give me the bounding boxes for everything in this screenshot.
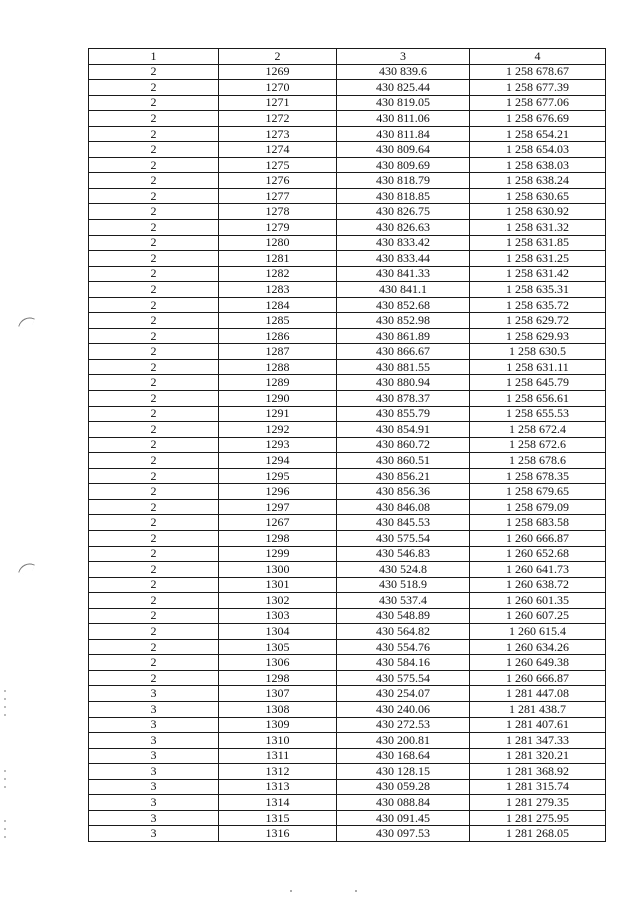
coordinates-table — [88, 48, 606, 842]
point-number-cell: 1288 — [219, 359, 337, 375]
y-coordinate-cell: 1 258 635.31 — [470, 282, 606, 298]
y-coordinate-cell: 1 258 635.72 — [470, 297, 606, 313]
point-number-cell: 1275 — [219, 157, 337, 173]
table-row — [89, 826, 606, 842]
zone-cell: 2 — [89, 546, 219, 562]
y-coordinate-cell: 1 260 607.25 — [470, 608, 606, 624]
scan-dot-artifact — [355, 890, 357, 892]
x-coordinate-cell: 430 088.84 — [337, 795, 470, 811]
point-number-cell: 1272 — [219, 111, 337, 127]
zone-cell: 2 — [89, 95, 219, 111]
x-coordinate-cell: 430 845.53 — [337, 515, 470, 531]
y-coordinate-cell: 1 281 320.21 — [470, 748, 606, 764]
zone-cell: 2 — [89, 391, 219, 407]
zone-cell: 2 — [89, 515, 219, 531]
zone-cell: 2 — [89, 639, 219, 655]
x-coordinate-cell: 430 575.54 — [337, 670, 470, 686]
table-row — [89, 64, 606, 80]
table-row — [89, 515, 606, 531]
y-coordinate-cell: 1 258 629.72 — [470, 313, 606, 329]
scan-dot-artifact — [290, 890, 292, 892]
x-coordinate-cell: 430 826.75 — [337, 204, 470, 220]
y-coordinate-cell: 1 258 683.58 — [470, 515, 606, 531]
y-coordinate-cell: 1 281 438.7 — [470, 701, 606, 717]
y-coordinate-cell: 1 281 268.05 — [470, 826, 606, 842]
x-coordinate-cell: 430 880.94 — [337, 375, 470, 391]
x-coordinate-cell: 430 254.07 — [337, 686, 470, 702]
x-coordinate-cell: 430 564.82 — [337, 624, 470, 640]
y-coordinate-cell: 1 258 656.61 — [470, 391, 606, 407]
zone-cell: 2 — [89, 577, 219, 593]
table-row — [89, 344, 606, 360]
point-number-cell: 1315 — [219, 810, 337, 826]
point-number-cell: 1305 — [219, 639, 337, 655]
table-row — [89, 686, 606, 702]
zone-cell: 3 — [89, 795, 219, 811]
x-coordinate-cell: 430 860.72 — [337, 437, 470, 453]
point-number-cell: 1289 — [219, 375, 337, 391]
point-number-cell: 1276 — [219, 173, 337, 189]
x-coordinate-cell: 430 128.15 — [337, 764, 470, 780]
x-coordinate-cell: 430 524.8 — [337, 562, 470, 578]
point-number-cell: 1298 — [219, 530, 337, 546]
zone-cell: 2 — [89, 266, 219, 282]
x-coordinate-cell: 430 854.91 — [337, 422, 470, 438]
zone-cell: 2 — [89, 173, 219, 189]
table-row — [89, 701, 606, 717]
zone-cell: 2 — [89, 204, 219, 220]
y-coordinate-cell: 1 281 315.74 — [470, 779, 606, 795]
table-row — [89, 313, 606, 329]
point-number-cell: 1312 — [219, 764, 337, 780]
y-coordinate-cell: 1 258 638.24 — [470, 173, 606, 189]
zone-cell: 2 — [89, 142, 219, 158]
x-coordinate-cell: 430 881.55 — [337, 359, 470, 375]
point-number-cell: 1284 — [219, 297, 337, 313]
table-row — [89, 577, 606, 593]
x-coordinate-cell: 430 819.05 — [337, 95, 470, 111]
point-number-cell: 1270 — [219, 80, 337, 96]
x-coordinate-cell: 430 833.44 — [337, 251, 470, 267]
x-coordinate-cell: 430 809.64 — [337, 142, 470, 158]
zone-cell: 2 — [89, 297, 219, 313]
x-coordinate-cell: 430 855.79 — [337, 406, 470, 422]
zone-cell: 2 — [89, 437, 219, 453]
point-number-cell: 1277 — [219, 188, 337, 204]
x-coordinate-cell: 430 059.28 — [337, 779, 470, 795]
table-row — [89, 204, 606, 220]
zone-cell: 2 — [89, 468, 219, 484]
x-coordinate-cell: 430 548.89 — [337, 608, 470, 624]
table-row — [89, 608, 606, 624]
table-row — [89, 188, 606, 204]
point-number-cell: 1269 — [219, 64, 337, 80]
x-coordinate-cell: 430 584.16 — [337, 655, 470, 671]
binder-hole-mark — [18, 314, 35, 331]
zone-cell: 3 — [89, 826, 219, 842]
table-row — [89, 733, 606, 749]
zone-cell: 2 — [89, 313, 219, 329]
table-row — [89, 235, 606, 251]
x-coordinate-cell: 430 833.42 — [337, 235, 470, 251]
table-row — [89, 266, 606, 282]
point-number-cell: 1287 — [219, 344, 337, 360]
table-header-row — [89, 49, 606, 65]
x-coordinate-cell: 430 818.79 — [337, 173, 470, 189]
table-row — [89, 764, 606, 780]
table-row — [89, 422, 606, 438]
point-number-cell: 1309 — [219, 717, 337, 733]
table-row — [89, 779, 606, 795]
x-coordinate-cell: 430 860.51 — [337, 453, 470, 469]
y-coordinate-cell: 1 281 407.61 — [470, 717, 606, 733]
point-number-cell: 1296 — [219, 484, 337, 500]
scan-edge-artifact — [4, 690, 6, 720]
zone-cell: 2 — [89, 235, 219, 251]
x-coordinate-cell: 430 852.98 — [337, 313, 470, 329]
zone-cell: 3 — [89, 701, 219, 717]
y-coordinate-cell: 1 258 672.6 — [470, 437, 606, 453]
zone-cell: 2 — [89, 422, 219, 438]
point-number-cell: 1299 — [219, 546, 337, 562]
table-row — [89, 142, 606, 158]
point-number-cell: 1310 — [219, 733, 337, 749]
point-number-cell: 1283 — [219, 282, 337, 298]
table-row — [89, 126, 606, 142]
x-coordinate-cell: 430 809.69 — [337, 157, 470, 173]
x-coordinate-cell: 430 200.81 — [337, 733, 470, 749]
table-row — [89, 530, 606, 546]
y-coordinate-cell: 1 281 368.92 — [470, 764, 606, 780]
point-number-cell: 1308 — [219, 701, 337, 717]
zone-cell: 2 — [89, 80, 219, 96]
table-row — [89, 546, 606, 562]
y-coordinate-cell: 1 258 631.25 — [470, 251, 606, 267]
table-row — [89, 655, 606, 671]
x-coordinate-cell: 430 240.06 — [337, 701, 470, 717]
y-coordinate-cell: 1 258 630.65 — [470, 188, 606, 204]
table-row — [89, 111, 606, 127]
point-number-cell: 1316 — [219, 826, 337, 842]
table-row — [89, 375, 606, 391]
zone-cell: 2 — [89, 359, 219, 375]
table-row — [89, 670, 606, 686]
zone-cell: 3 — [89, 717, 219, 733]
zone-cell: 2 — [89, 157, 219, 173]
column-header: 4 — [470, 49, 606, 65]
x-coordinate-cell: 430 861.89 — [337, 328, 470, 344]
zone-cell: 2 — [89, 530, 219, 546]
zone-cell: 3 — [89, 733, 219, 749]
point-number-cell: 1292 — [219, 422, 337, 438]
table-row — [89, 406, 606, 422]
zone-cell: 2 — [89, 188, 219, 204]
zone-cell: 2 — [89, 111, 219, 127]
table-row — [89, 328, 606, 344]
y-coordinate-cell: 1 258 672.4 — [470, 422, 606, 438]
binder-hole-mark — [18, 560, 35, 577]
zone-cell: 2 — [89, 64, 219, 80]
zone-cell: 2 — [89, 375, 219, 391]
table-row — [89, 468, 606, 484]
y-coordinate-cell: 1 281 275.95 — [470, 810, 606, 826]
column-header: 2 — [219, 49, 337, 65]
x-coordinate-cell: 430 097.53 — [337, 826, 470, 842]
table-row — [89, 220, 606, 236]
y-coordinate-cell: 1 258 654.21 — [470, 126, 606, 142]
zone-cell: 2 — [89, 251, 219, 267]
y-coordinate-cell: 1 258 629.93 — [470, 328, 606, 344]
zone-cell: 2 — [89, 220, 219, 236]
y-coordinate-cell: 1 258 678.35 — [470, 468, 606, 484]
y-coordinate-cell: 1 258 645.79 — [470, 375, 606, 391]
zone-cell: 2 — [89, 453, 219, 469]
point-number-cell: 1301 — [219, 577, 337, 593]
table-row — [89, 639, 606, 655]
y-coordinate-cell: 1 258 631.85 — [470, 235, 606, 251]
zone-cell: 2 — [89, 126, 219, 142]
y-coordinate-cell: 1 260 638.72 — [470, 577, 606, 593]
x-coordinate-cell: 430 825.44 — [337, 80, 470, 96]
x-coordinate-cell: 430 878.37 — [337, 391, 470, 407]
zone-cell: 2 — [89, 499, 219, 515]
point-number-cell: 1282 — [219, 266, 337, 282]
zone-cell: 2 — [89, 406, 219, 422]
point-number-cell: 1303 — [219, 608, 337, 624]
x-coordinate-cell: 430 856.21 — [337, 468, 470, 484]
zone-cell: 3 — [89, 686, 219, 702]
table-row — [89, 717, 606, 733]
table-row — [89, 173, 606, 189]
point-number-cell: 1293 — [219, 437, 337, 453]
column-header: 3 — [337, 49, 470, 65]
y-coordinate-cell: 1 258 679.65 — [470, 484, 606, 500]
y-coordinate-cell: 1 258 677.06 — [470, 95, 606, 111]
zone-cell: 2 — [89, 562, 219, 578]
x-coordinate-cell: 430 866.67 — [337, 344, 470, 360]
point-number-cell: 1280 — [219, 235, 337, 251]
point-number-cell: 1271 — [219, 95, 337, 111]
y-coordinate-cell: 1 260 666.87 — [470, 670, 606, 686]
x-coordinate-cell: 430 856.36 — [337, 484, 470, 500]
table-row — [89, 593, 606, 609]
y-coordinate-cell: 1 258 654.03 — [470, 142, 606, 158]
zone-cell: 3 — [89, 810, 219, 826]
scan-edge-artifact — [4, 770, 6, 790]
x-coordinate-cell: 430 546.83 — [337, 546, 470, 562]
y-coordinate-cell: 1 258 678.67 — [470, 64, 606, 80]
x-coordinate-cell: 430 168.64 — [337, 748, 470, 764]
point-number-cell: 1295 — [219, 468, 337, 484]
point-number-cell: 1300 — [219, 562, 337, 578]
zone-cell: 3 — [89, 748, 219, 764]
table-row — [89, 499, 606, 515]
point-number-cell: 1294 — [219, 453, 337, 469]
table-body — [89, 64, 606, 841]
point-number-cell: 1290 — [219, 391, 337, 407]
zone-cell: 3 — [89, 764, 219, 780]
point-number-cell: 1286 — [219, 328, 337, 344]
x-coordinate-cell: 430 518.9 — [337, 577, 470, 593]
x-coordinate-cell: 430 811.84 — [337, 126, 470, 142]
y-coordinate-cell: 1 258 679.09 — [470, 499, 606, 515]
y-coordinate-cell: 1 258 655.53 — [470, 406, 606, 422]
point-number-cell: 1279 — [219, 220, 337, 236]
table-row — [89, 624, 606, 640]
x-coordinate-cell: 430 811.06 — [337, 111, 470, 127]
scan-edge-artifact — [4, 820, 6, 844]
y-coordinate-cell: 1 258 631.32 — [470, 220, 606, 236]
point-number-cell: 1298 — [219, 670, 337, 686]
point-number-cell: 1273 — [219, 126, 337, 142]
zone-cell: 2 — [89, 593, 219, 609]
point-number-cell: 1302 — [219, 593, 337, 609]
x-coordinate-cell: 430 826.63 — [337, 220, 470, 236]
table-row — [89, 391, 606, 407]
zone-cell: 2 — [89, 608, 219, 624]
table-row — [89, 810, 606, 826]
point-number-cell: 1311 — [219, 748, 337, 764]
x-coordinate-cell: 430 839.6 — [337, 64, 470, 80]
table-row — [89, 95, 606, 111]
zone-cell: 2 — [89, 484, 219, 500]
x-coordinate-cell: 430 852.68 — [337, 297, 470, 313]
y-coordinate-cell: 1 258 676.69 — [470, 111, 606, 127]
y-coordinate-cell: 1 258 630.92 — [470, 204, 606, 220]
zone-cell: 2 — [89, 282, 219, 298]
x-coordinate-cell: 430 841.1 — [337, 282, 470, 298]
point-number-cell: 1281 — [219, 251, 337, 267]
point-number-cell: 1274 — [219, 142, 337, 158]
x-coordinate-cell: 430 537.4 — [337, 593, 470, 609]
y-coordinate-cell: 1 260 649.38 — [470, 655, 606, 671]
x-coordinate-cell: 430 818.85 — [337, 188, 470, 204]
y-coordinate-cell: 1 260 601.35 — [470, 593, 606, 609]
y-coordinate-cell: 1 258 638.03 — [470, 157, 606, 173]
y-coordinate-cell: 1 260 615.4 — [470, 624, 606, 640]
point-number-cell: 1304 — [219, 624, 337, 640]
x-coordinate-cell: 430 272.53 — [337, 717, 470, 733]
y-coordinate-cell: 1 260 634.26 — [470, 639, 606, 655]
x-coordinate-cell: 430 841.33 — [337, 266, 470, 282]
y-coordinate-cell: 1 281 347.33 — [470, 733, 606, 749]
point-number-cell: 1267 — [219, 515, 337, 531]
zone-cell: 2 — [89, 655, 219, 671]
table-row — [89, 562, 606, 578]
table-row — [89, 80, 606, 96]
y-coordinate-cell: 1 281 279.35 — [470, 795, 606, 811]
y-coordinate-cell: 1 258 677.39 — [470, 80, 606, 96]
zone-cell: 2 — [89, 670, 219, 686]
table-row — [89, 748, 606, 764]
point-number-cell: 1314 — [219, 795, 337, 811]
zone-cell: 2 — [89, 328, 219, 344]
y-coordinate-cell: 1 260 652.68 — [470, 546, 606, 562]
y-coordinate-cell: 1 258 631.11 — [470, 359, 606, 375]
y-coordinate-cell: 1 258 678.6 — [470, 453, 606, 469]
y-coordinate-cell: 1 258 630.5 — [470, 344, 606, 360]
point-number-cell: 1307 — [219, 686, 337, 702]
table-row — [89, 453, 606, 469]
point-number-cell: 1313 — [219, 779, 337, 795]
y-coordinate-cell: 1 260 641.73 — [470, 562, 606, 578]
x-coordinate-cell: 430 554.76 — [337, 639, 470, 655]
table-row — [89, 359, 606, 375]
x-coordinate-cell: 430 575.54 — [337, 530, 470, 546]
point-number-cell: 1285 — [219, 313, 337, 329]
table-row — [89, 795, 606, 811]
y-coordinate-cell: 1 258 631.42 — [470, 266, 606, 282]
zone-cell: 2 — [89, 624, 219, 640]
point-number-cell: 1291 — [219, 406, 337, 422]
table-row — [89, 484, 606, 500]
table-row — [89, 251, 606, 267]
zone-cell: 2 — [89, 344, 219, 360]
x-coordinate-cell: 430 091.45 — [337, 810, 470, 826]
table-row — [89, 157, 606, 173]
y-coordinate-cell: 1 260 666.87 — [470, 530, 606, 546]
column-header: 1 — [89, 49, 219, 65]
table-row — [89, 297, 606, 313]
point-number-cell: 1297 — [219, 499, 337, 515]
table-row — [89, 282, 606, 298]
table-row — [89, 437, 606, 453]
zone-cell: 3 — [89, 779, 219, 795]
x-coordinate-cell: 430 846.08 — [337, 499, 470, 515]
point-number-cell: 1306 — [219, 655, 337, 671]
point-number-cell: 1278 — [219, 204, 337, 220]
y-coordinate-cell: 1 281 447.08 — [470, 686, 606, 702]
